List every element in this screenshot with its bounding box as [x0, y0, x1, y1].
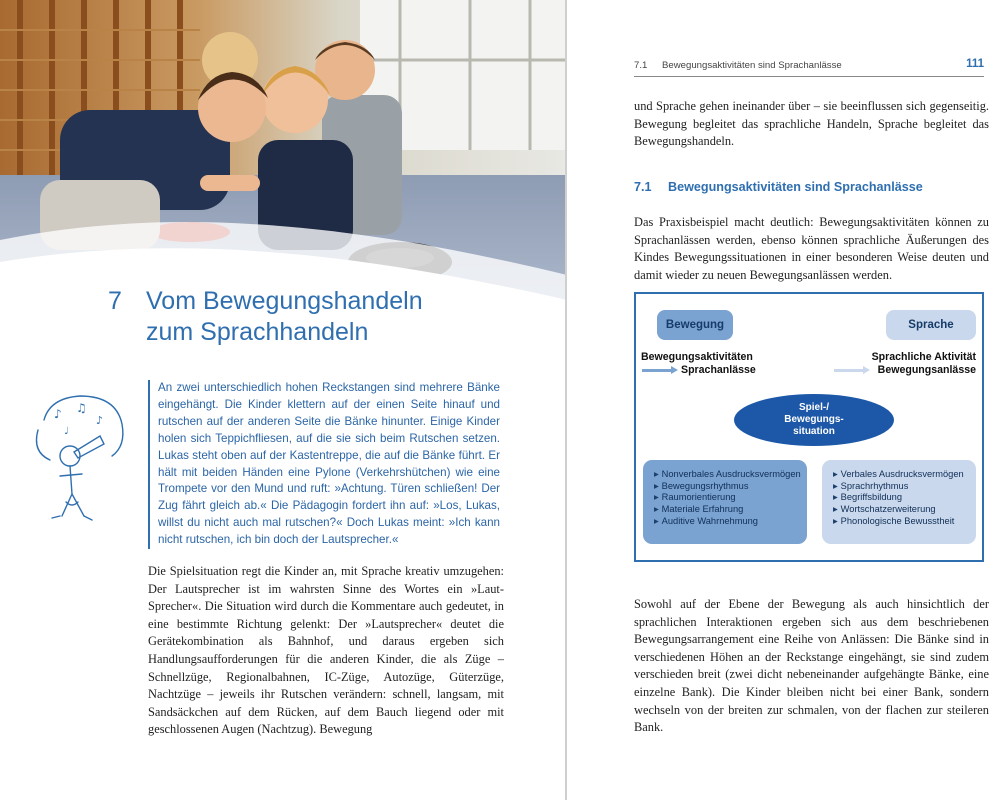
running-head: [634, 58, 984, 78]
svg-text:♩: ♩: [64, 426, 69, 437]
chapter-number: 7: [108, 287, 122, 315]
movement-skill-item: ▸ Auditive Wahrnehmung: [654, 516, 807, 528]
language-flow-line2: Bewegungsanlässe: [877, 363, 976, 376]
running-head-section-title: Bewegungsaktivitäten sind Sprachanlässe: [662, 60, 842, 71]
movement-flow-line1: Bewegungsaktivitäten: [641, 351, 753, 363]
chapter-title: [108, 286, 423, 348]
right-page: [567, 0, 1000, 800]
ellipse-line3: situation: [793, 426, 835, 437]
movement-flow-line2: Sprachanlässe: [681, 363, 756, 376]
section-heading-title: Bewegungsaktivitäten sind Sprachanlässe: [668, 180, 923, 194]
body-paragraph-continued: und Sprache gehen ineinander über – sie beeinflussen sich gegenseitig. Bewegung begleitet das sprachliche Handeln, Sprache begleitet das Bewegungshandeln.: [634, 99, 989, 149]
svg-text:♫: ♫: [76, 401, 87, 415]
language-label-pill: Sprache: [886, 310, 976, 340]
section-heading-number: 7.1: [634, 180, 652, 194]
language-skill-item: ▸ Sprachrhythmus: [833, 481, 976, 493]
language-skill-item: ▸ Begriffsbildung: [833, 492, 976, 504]
body-paragraph-analysis: Sowohl auf der Ebene der Bewegung als auch hinsichtlich der sprachlichen Interaktionen ergeben sich aus dem beschriebenen Bewegungsarrangement eine Reihe von Anlässen: Die Bänke sind in verschiedenen Höhen an der Reckstange eingehängt, sie sind zudem verschieden breit (zwei dicht nebeneinander aufgehängte Bänke, eine einzelne Bank). Die Kinder bleiben nicht bei einer Bank, sondern wechseln von der breiten zur schmalen, von der flachen zur steileren Bank.: [634, 597, 989, 735]
chapter-title-line1: Vom Bewegungshandeln: [146, 287, 423, 315]
movement-language-diagram: [634, 292, 984, 562]
language-skill-item: ▸ Wortschatzerweiterung: [833, 504, 976, 516]
section-heading: [634, 180, 923, 194]
header-rule: [634, 76, 984, 77]
movement-skill-item: ▸ Materiale Erfahrung: [654, 504, 807, 516]
svg-text:♪: ♪: [54, 407, 62, 421]
play-situation-ellipse: [734, 394, 894, 446]
language-skills-box: [822, 460, 976, 544]
language-skill-item: ▸ Phonologische Bewusstheit: [833, 516, 976, 528]
ellipse-line2: Bewegungs-: [784, 414, 844, 425]
movement-flow-label: [641, 351, 806, 376]
body-paragraph-intro: Das Praxisbeispiel macht deutlich: Bewegungsaktivitäten können zu Sprachanlässen werden, ebenso können sprachliche Äußerungen des Kindes Bewegungssituationen in einer besonderen Weise deuten und damit wieder zu neuen Bewegungsanlässen werden.: [634, 215, 989, 282]
language-flow-line1: Sprachliche Aktivität: [871, 351, 976, 363]
chapter-title-line2: zum Sprachhandeln: [146, 318, 369, 346]
page-number: 111: [966, 58, 984, 70]
trumpet-mascot-illustration: [30, 390, 130, 530]
language-flow-label: [816, 351, 976, 376]
body-paragraph-left: Die Spielsituation regt die Kinder an, mit Sprache kreativ umzugehen: Der Lautsprecher ist im wahrsten Sinne des Wortes ein »Laut-Sprecher«. Die Situation wird durch die Kommentare auch gedeutet, in eine bestimmte Richtung gelenkt: Der »Lautsprecher« deutet die Gerätekombination als Bahnhof, und daraus ergeben sich Handlungsaufforderungen für die anderen Kinder, die als Züge – Schnellzüge, Regionalbahnen, IC-Züge, Autozüge, Güterzüge, Nachtzüge – jeweils ihr Rutschen verändern: schnell, langsam, mit Sandsäckchen auf dem Rücken, auf dem Bauch liegend oder mit geschlossenen Augen (Nachtzug). Bewegung: [148, 564, 504, 737]
movement-skill-item: ▸ Raumorientierung: [654, 492, 807, 504]
movement-skill-item: ▸ Nonverbales Ausdrucksvermögen: [654, 469, 807, 481]
language-skill-item: ▸ Verbales Ausdrucksvermögen: [833, 469, 976, 481]
case-example-callout: An zwei unterschiedlich hohen Reckstangen sind mehrere Bänke eingehängt. Die Kinder klettern auf der einen Seite hinauf und rutschen auf der anderen Seite die Bänke hinunter. Einige Kinder holen sich Teppichfliesen, auf die sie sich beim Rutschen setzen. Lukas steht oben auf der Kastentreppe, die auf die Bänke führt. Er hält mit beiden Händen eine Pylone (Verkehrshütchen) wie eine Trompete vor den Mund und ruft: »Achtung. Türen schließen! Der Zug fährt gleich ab.« Die Pädagogin fordert ihn auf: »Los, Lukas, willst du nicht auch mal rutschen?« Doch Lukas meint: »Ich kann nicht rutschen, ich bin doch der Lautsprecher.«: [148, 380, 500, 549]
movement-skill-item: ▸ Bewegungsrhythmus: [654, 481, 807, 493]
movement-skills-box: [643, 460, 807, 544]
running-head-section-number: 7.1: [634, 60, 648, 71]
svg-text:♪: ♪: [96, 414, 104, 427]
movement-flow-arrow: [642, 369, 672, 372]
movement-label-pill: Bewegung: [657, 310, 733, 340]
ellipse-line1: Spiel-/: [798, 402, 829, 413]
language-flow-arrow: [834, 369, 864, 372]
